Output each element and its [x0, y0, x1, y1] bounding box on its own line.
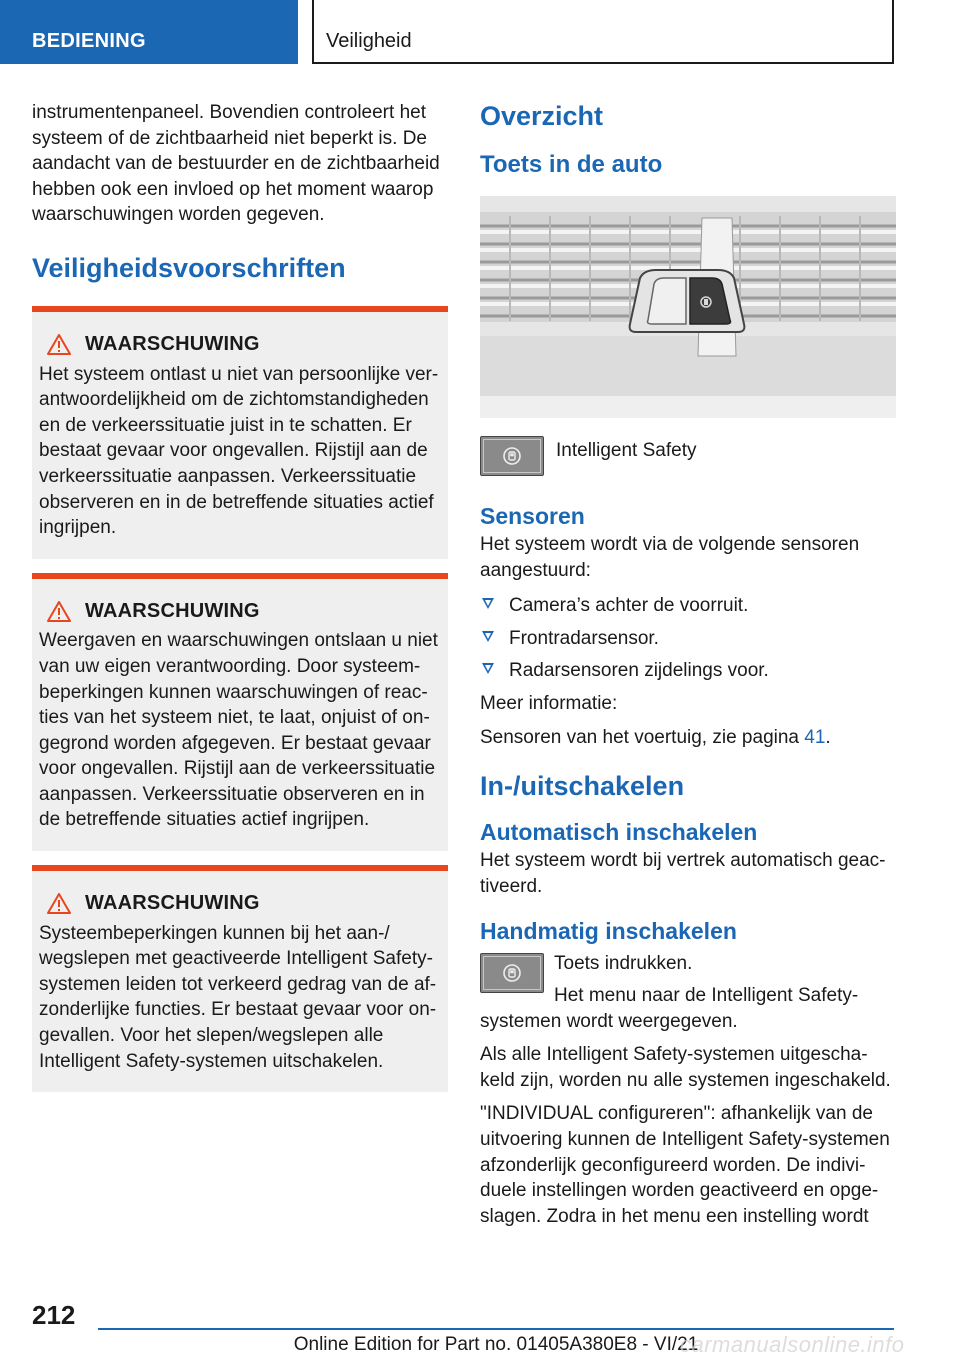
dashboard-button-illustration: [480, 196, 896, 418]
warning-text: Het systeem ontlast u niet van persoonlijke verantwoordelijkheid om de zichtomstandigheden en de verkeerssituatie juist in te schatten. Er bestaat gevaar voor ongevallen. Rijstijl aan de verkeerssituatie aanpassen. Verkeerssituatie observeren en in de betreffende situaties actief ingrijpen.: [39, 363, 439, 539]
warning-title: WAARSCHUWING: [85, 332, 260, 355]
warning-triangle-icon: [47, 334, 71, 355]
manual-heading: Handmatig inschakelen: [480, 918, 737, 945]
warning-box-2: [32, 573, 448, 851]
intelligent-safety-button-icon: [480, 953, 544, 993]
sensors-intro: Het systeem wordt via de volgende sensoren aangestuurd:: [480, 534, 860, 581]
manual-step: [480, 951, 896, 1034]
warning-text: Systeembeperkingen kunnen bij het aan-/ wegslepen met geactiveerde Intelligent Safety-systemen leiden tot verkeerd gedrag van de afzonderlijke functies. Er bestaat gevaar voor ongevallen. Voor het slepen/wegslepen alle Intelligent Safety-systemen uitschakelen.: [39, 922, 437, 1072]
list-item: Radarsensoren zijdelings voor.: [480, 658, 896, 684]
warning-box-3: [32, 865, 448, 1092]
right-column: [480, 100, 896, 1237]
safety-heading: Veiligheidsvoorschriften: [32, 252, 346, 283]
intro-paragraph: instrumentenpaneel. Bovendien controleert het systeem of de zichtbaarheid niet beperkt is. De aandacht van de bestuurder en de zichtbaarheid hebben ook een invloed op het moment waarop waarschuwingen worden gegeven.: [32, 102, 440, 226]
manual-step-2: Het menu naar de Intelligent Safety-systemen wordt weergegeven.: [480, 984, 859, 1032]
paragraph-all-systems: Als alle Intelligent Safety-systemen uitgeschakeld zijn, worden nu alle systemen ingeschakeld.: [480, 1044, 891, 1091]
more-info-label: Meer informatie:: [480, 692, 618, 714]
cross-reference: Sensoren van het voertuig, zie pagina 41.: [480, 726, 831, 748]
triangle-bullet-icon: [482, 663, 494, 674]
list-item: Frontradarsensor.: [480, 626, 896, 652]
header-section: BEDIENING: [0, 0, 298, 64]
warning-text: Weergaven en waarschuwingen ontslaan u niet van uw eigen verantwoording. Door systeembeperkingen kunnen waarschuwingen of reacties van het systeem niet, te laat, onjuist of ongegrond worden afgegeven. Er bestaat gevaar voor ongevallen. Rijstijl aan de verkeerssituatie aanpassen. Verkeerssituatie observeren en in de betreffende situaties actief ingrijpen.: [39, 630, 438, 831]
onoff-heading: In-/uitschakelen: [480, 771, 685, 802]
auto-heading: Automatisch inschakelen: [480, 819, 758, 846]
warning-box-1: [32, 306, 448, 559]
sensor-list: [480, 593, 896, 684]
button-caption: Intelligent Safety: [556, 440, 697, 461]
warning-triangle-icon: [47, 601, 71, 622]
auto-text: Het systeem wordt bij vertrek automatisch geactiveerd.: [480, 850, 886, 897]
watermark-logo: carmanualsonline.info: [680, 1332, 905, 1357]
header-chapter: Veiligheid: [312, 0, 894, 64]
manual-step-1: Toets indrukken.: [554, 953, 693, 975]
intelligent-safety-button-icon: [480, 436, 544, 476]
triangle-bullet-icon: [482, 598, 494, 609]
button-legend: [480, 436, 896, 476]
page-link[interactable]: 41: [804, 726, 826, 748]
sensors-heading: Sensoren: [480, 503, 585, 529]
warning-triangle-icon: [47, 893, 71, 914]
page-number: 212: [32, 1300, 76, 1330]
overview-heading: Overzicht: [480, 101, 604, 131]
warning-title: WAARSCHUWING: [85, 892, 260, 915]
warning-title: WAARSCHUWING: [85, 599, 260, 622]
paragraph-individual: "INDIVIDUAL configureren": afhankelijk van de uitvoering kunnen de Intelligent Safety-systemen afzonderlijk geconfigureerd worden. De individuele instellingen worden geactiveerd en opgeslagen. Zodra in het menu een instelling wordt: [480, 1103, 890, 1227]
list-item: Camera’s achter de voorruit.: [480, 593, 896, 619]
dashboard-photo: [480, 196, 896, 418]
footer-edition: Online Edition for Part no. 01405A380E8 - VI/21: [293, 1334, 699, 1355]
triangle-bullet-icon: [482, 631, 494, 642]
left-column: [32, 100, 448, 1104]
button-heading: Toets in de auto: [480, 151, 663, 178]
footer-divider: [98, 1328, 894, 1330]
